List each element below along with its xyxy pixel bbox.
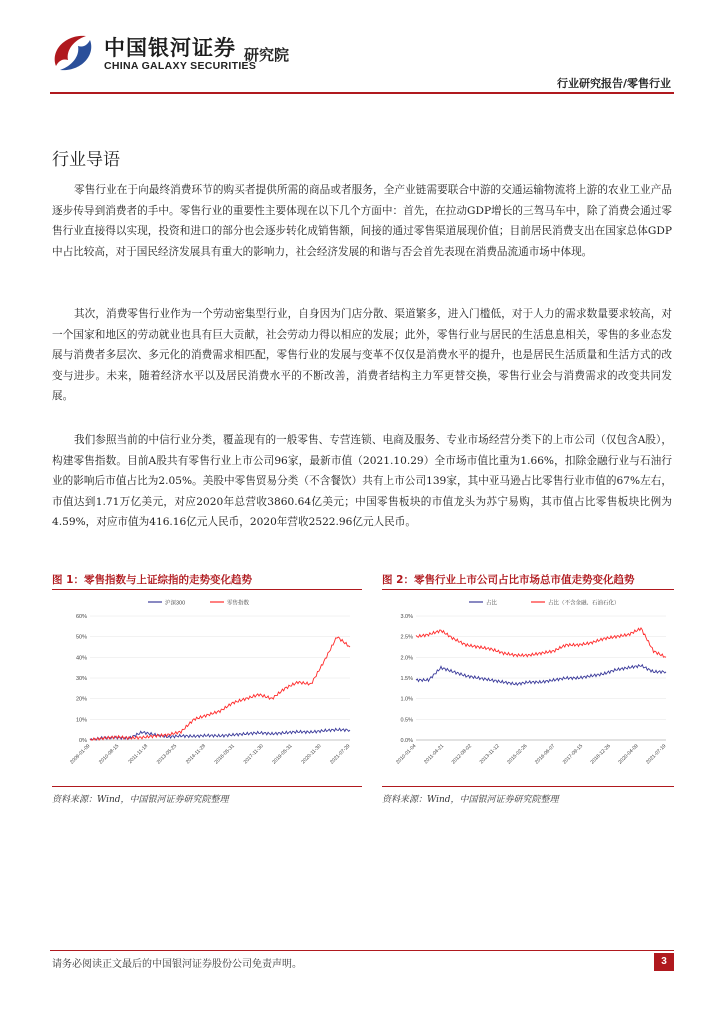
legend-label-1: 占比（不含金融、石油石化）: [548, 600, 620, 607]
series-line-1: [90, 637, 350, 740]
report-category: 行业研究报告/零售行业: [556, 77, 671, 90]
y-tick-label-0: 0.0%: [400, 738, 413, 744]
legend-label-0: 占比: [486, 600, 498, 607]
header-divider: [50, 92, 674, 94]
section-title: 行业导语: [52, 150, 120, 170]
figure-2-source: 资料来源：Wind，中国银河证券研究院整理: [382, 795, 559, 805]
x-tick-label-7: 2018-12-26: [589, 743, 612, 766]
paragraph-3: 我们参照当前的中信行业分类，覆盖现有的一般零售、专营连锁、电商及服务、专业市场经营分类下的上市公司（仅包含A股），构建零售指数。目前A股共有零售行业上市公司96家，最新市值（2021.10.29）全市场市值比重为1.66%，扣除金融行业与石油行业的影响后市值占比为2.05%。美股中零售贸易分类（不含餐饮）共有上市公司139家，其中亚马逊占比零售行业市值的67%左右，市值达到1.71万亿美元，对应2020年总营收3860.64亿美元；中国零售板块的市值龙头为苏宁易购，其市值占比零售板块比例为4.59%，对应市值为416.16亿元人民币，2020年营收2522.96亿元人民币。: [52, 434, 672, 529]
figure-2-top-rule: [382, 589, 674, 590]
paragraph-2: 其次，消费零售行业作为一个劳动密集型行业，自身因为门店分散、渠道繁多，进入门槛低，对于人力的需求数量要求较高，对一个国家和地区的劳动就业也具有巨大贡献，社会劳动力得以相应的发展；此外，零售行业与居民的生活息息相关，零售的多业态发展与消费者多层次、多元化的消费需求相匹配，零售行业的发展与变革不仅仅是消费水平的提升，也是居民生活质量和生活方式的改变与进步。未来，随着经济水平以及居民消费水平的不断改善，消费者结构主力军更替交换，零售行业会与消费需求的改变共同发展。: [52, 308, 672, 403]
x-tick-label-0: 2010-01-04: [395, 743, 418, 766]
series-line-0: [416, 665, 666, 686]
x-tick-label-5: 2016-06-07: [533, 743, 557, 766]
y-tick-label-2: 20%: [75, 696, 87, 703]
y-tick-label-2: 1.0%: [400, 696, 413, 703]
x-tick-label-3: 2013-11-12: [478, 743, 501, 766]
chart-2: [384, 594, 674, 782]
legend-label-0: 沪深300: [165, 600, 186, 607]
series-line-1: [416, 628, 666, 657]
figure-1-source: 资料来源：Wind，中国银河证券研究院整理: [52, 795, 229, 805]
x-tick-label-3: 2013-05-25: [155, 743, 179, 766]
company-name-en: CHINA GALAXY SECURITIES: [104, 60, 257, 72]
institute-label: 研究院: [244, 46, 290, 64]
y-tick-label-5: 50%: [75, 634, 87, 641]
galaxy-logo-icon: [48, 28, 98, 78]
y-tick-label-3: 1.5%: [400, 676, 413, 682]
figure-2-bottom-rule: [382, 786, 674, 787]
y-tick-label-6: 60%: [75, 614, 87, 620]
x-tick-label-0: 2009-01-09: [69, 743, 92, 766]
y-tick-label-4: 40%: [75, 655, 87, 662]
x-tick-label-1: 2011-04-21: [423, 743, 446, 766]
y-tick-label-1: 10%: [75, 717, 87, 724]
figure-2-title: 图 2：零售行业上市公司占比市场总市值走势变化趋势: [382, 574, 635, 586]
paragraph-1: 零售行业在于向最终消费环节的购买者提供所需的商品或者服务，全产业链需要联合中游的交通运输物流将上游的农业工业产品逐步传导到消费者的手中。零售行业的重要性主要体现在以下几个方面中：首先，在拉动GDP增长的三驾马车中，除了消费会通过零售行业直接得以实现，投资和进口的部分也会逐步转化成销售额，间接的通过零售渠道展现价值；目前居民消费支出在国家总体GDP中占比较高，对于国民经济发展具有重大的影响力，社会经济发展的和谐与否会首先表现在消费品流通市场中体现。: [52, 184, 672, 258]
x-tick-label-4: 2015-02-26: [506, 743, 529, 766]
x-tick-label-2: 2011-11-18: [127, 743, 150, 765]
legend-label-1: 零售指数: [227, 600, 250, 607]
y-tick-label-0: 0%: [79, 738, 87, 744]
x-tick-label-2: 2012-08-02: [450, 743, 473, 766]
x-tick-label-8: 2020-04-09: [617, 743, 640, 766]
y-tick-label-1: 0.5%: [400, 717, 413, 724]
company-name-cn: 中国银河证券: [104, 36, 236, 60]
y-tick-label-3: 30%: [75, 676, 87, 682]
figure-1-title: 图 1：零售指数与上证综指的走势变化趋势: [52, 574, 252, 586]
figure-1-top-rule: [52, 589, 362, 590]
y-tick-label-4: 2.0%: [400, 655, 413, 662]
x-tick-label-8: 2020-11-30: [300, 743, 323, 766]
page-number: 3: [654, 953, 674, 971]
x-tick-label-9: 2021-07-29: [329, 743, 352, 766]
figure-1-bottom-rule: [52, 786, 362, 787]
x-tick-label-6: 2017-11-30: [242, 743, 265, 766]
x-tick-label-4: 2014-11-28: [184, 743, 207, 766]
x-tick-label-7: 2019-05-31: [271, 743, 294, 766]
x-tick-label-6: 2017-09-15: [561, 743, 585, 766]
y-tick-label-6: 3.0%: [400, 614, 413, 620]
y-tick-label-5: 2.5%: [400, 634, 413, 641]
chart-1: [58, 594, 358, 782]
x-tick-label-5: 2016-05-31: [213, 743, 236, 766]
x-tick-label-1: 2010-08-15: [97, 743, 121, 766]
x-tick-label-9: 2021-07-19: [645, 743, 668, 766]
page-header: [0, 0, 724, 100]
footer-divider: [50, 950, 674, 951]
series-line-0: [90, 728, 350, 740]
disclaimer-text: 请务必阅读正文最后的中国银河证券股份公司免责声明。: [52, 959, 302, 970]
